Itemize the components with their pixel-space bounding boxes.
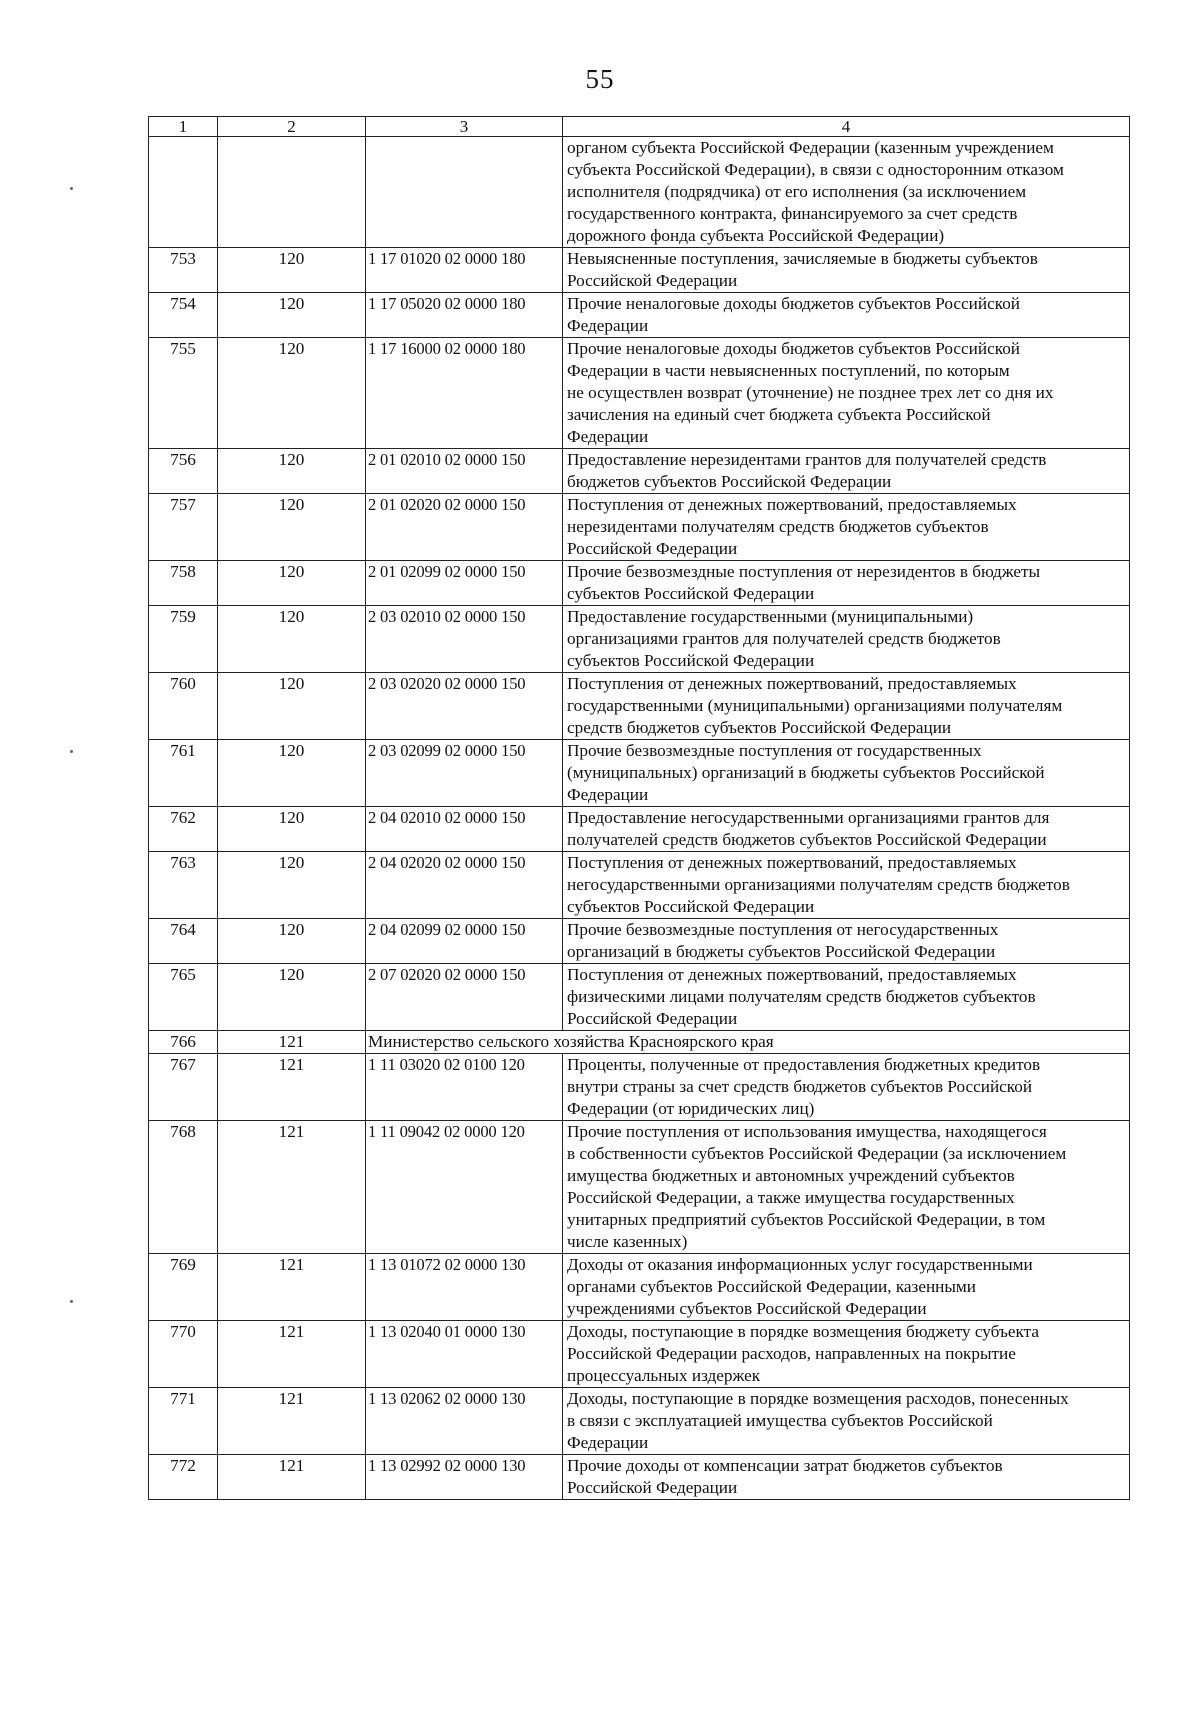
description-line: в собственности субъектов Российской Федерации (за исключением: [567, 1144, 1067, 1163]
description-cell: [563, 449, 1130, 494]
description-cell: [563, 1121, 1130, 1254]
description-cell: [563, 1388, 1130, 1455]
revenue-code-cell: 1 13 02040 01 0000 130: [366, 1321, 563, 1388]
description-cell: [563, 606, 1130, 673]
description-cell: [563, 293, 1130, 338]
description-line: Поступления от денежных пожертвований, предоставляемых: [567, 495, 1017, 514]
description-line: получателей средств бюджетов субъектов Российской Федерации: [567, 830, 1047, 849]
description-line: бюджетов субъектов Российской Федерации: [567, 472, 892, 491]
description-line: учреждениями субъектов Российской Федерации: [567, 1299, 927, 1318]
admin-code-cell: 120: [218, 606, 366, 673]
table-row: [149, 964, 1130, 1031]
revenue-code-cell: 1 11 09042 02 0000 120: [366, 1121, 563, 1254]
admin-code-cell: 120: [218, 807, 366, 852]
ministry-name-cell: Министерство сельского хозяйства Красноярского края: [366, 1031, 1130, 1054]
description-line: Предоставление нерезидентами грантов для получателей средств: [567, 450, 1047, 469]
description-line: Прочие доходы от компенсации затрат бюджетов субъектов: [567, 1456, 1003, 1475]
table-row: [149, 1388, 1130, 1455]
admin-code-cell: 121: [218, 1054, 366, 1121]
table-row: [149, 248, 1130, 293]
table-row: [149, 561, 1130, 606]
table-row: [149, 1054, 1130, 1121]
revenue-code-cell: 2 07 02020 02 0000 150: [366, 964, 563, 1031]
description-line: дорожного фонда субъекта Российской Федерации): [567, 226, 945, 245]
admin-code-cell: 120: [218, 919, 366, 964]
description-line: организациями грантов для получателей средств бюджетов: [567, 629, 1001, 648]
description-line: Федерации: [567, 427, 649, 446]
description-cell: [563, 852, 1130, 919]
description-line: субъектов Российской Федерации: [567, 584, 815, 603]
row-number-cell: 761: [149, 740, 218, 807]
admin-code-cell: 120: [218, 494, 366, 561]
table-row: [149, 919, 1130, 964]
revenue-code-cell: 1 17 16000 02 0000 180: [366, 338, 563, 449]
description-line: Российской Федерации, а также имущества государственных: [567, 1188, 1015, 1207]
description-line: (муниципальных) организаций в бюджеты субъектов Российской: [567, 763, 1045, 782]
revenue-code-cell: 2 01 02099 02 0000 150: [366, 561, 563, 606]
description-line: органами субъектов Российской Федерации, казенными: [567, 1277, 976, 1296]
description-cell: [563, 673, 1130, 740]
row-number-cell: 753: [149, 248, 218, 293]
revenue-code-cell: 2 04 02099 02 0000 150: [366, 919, 563, 964]
description-line: Поступления от денежных пожертвований, предоставляемых: [567, 965, 1017, 984]
description-cell: [563, 807, 1130, 852]
revenue-code-cell: 2 03 02020 02 0000 150: [366, 673, 563, 740]
description-line: числе казенных): [567, 1232, 688, 1251]
description-line: Российской Федерации: [567, 271, 738, 290]
description-line: органом субъекта Российской Федерации (казенным учреждением: [567, 138, 1054, 157]
table-row: [149, 449, 1130, 494]
description-line: Российской Федерации: [567, 539, 738, 558]
row-number-cell: 765: [149, 964, 218, 1031]
description-line: процессуальных издержек: [567, 1366, 761, 1385]
column-header: 1: [149, 117, 218, 137]
row-number-cell: 760: [149, 673, 218, 740]
description-line: Федерации в части невыясненных поступлений, по которым: [567, 361, 1010, 380]
description-line: Доходы, поступающие в порядке возмещения бюджету субъекта: [567, 1322, 1039, 1341]
table-row: [149, 494, 1130, 561]
description-cell: [563, 1254, 1130, 1321]
admin-code-cell: 120: [218, 561, 366, 606]
table-row: [149, 1031, 1130, 1054]
description-line: негосударственными организациями получателям средств бюджетов: [567, 875, 1070, 894]
column-header: 4: [563, 117, 1130, 137]
row-number-cell: 764: [149, 919, 218, 964]
admin-code-cell: 120: [218, 293, 366, 338]
margin-mark: [70, 1300, 73, 1303]
description-cell: [563, 1321, 1130, 1388]
description-line: Федерации: [567, 785, 649, 804]
description-line: средств бюджетов субъектов Российской Федерации: [567, 718, 952, 737]
description-line: Прочие безвозмездные поступления от негосударственных: [567, 920, 999, 939]
page-number: 55: [585, 64, 615, 94]
row-number-cell: 771: [149, 1388, 218, 1455]
revenue-code-cell: 2 03 02099 02 0000 150: [366, 740, 563, 807]
row-number-cell: 766: [149, 1031, 218, 1054]
table-row: [149, 1455, 1130, 1500]
description-line: субъектов Российской Федерации: [567, 897, 815, 916]
table-row: [149, 807, 1130, 852]
admin-code-cell: 121: [218, 1388, 366, 1455]
description-line: Поступления от денежных пожертвований, предоставляемых: [567, 853, 1017, 872]
description-line: Прочие неналоговые доходы бюджетов субъектов Российской: [567, 339, 1020, 358]
description-line: Доходы от оказания информационных услуг государственными: [567, 1255, 1033, 1274]
table-row: [149, 1321, 1130, 1388]
row-number-cell: 762: [149, 807, 218, 852]
description-line: Прочие поступления от использования имущества, находящегося: [567, 1122, 1047, 1141]
description-cell: [563, 137, 1130, 248]
description-line: нерезидентами получателям средств бюджетов субъектов: [567, 517, 989, 536]
row-number-cell: 759: [149, 606, 218, 673]
revenue-code-cell: 2 01 02010 02 0000 150: [366, 449, 563, 494]
table-row: [149, 673, 1130, 740]
description-line: зачисления на единый счет бюджета субъекта Российской: [567, 405, 991, 424]
revenue-code-cell: 2 01 02020 02 0000 150: [366, 494, 563, 561]
admin-code-cell: 120: [218, 449, 366, 494]
description-line: унитарных предприятий субъектов Российской Федерации, в том: [567, 1210, 1046, 1229]
admin-code-cell: 120: [218, 740, 366, 807]
description-line: Прочие безвозмездные поступления от нерезидентов в бюджеты: [567, 562, 1041, 581]
row-number-cell: 755: [149, 338, 218, 449]
admin-code-cell: [218, 137, 366, 248]
description-cell: [563, 338, 1130, 449]
revenue-code-cell: 1 13 02992 02 0000 130: [366, 1455, 563, 1500]
description-cell: [563, 1054, 1130, 1121]
row-number-cell: 770: [149, 1321, 218, 1388]
description-line: внутри страны за счет средств бюджетов субъектов Российской: [567, 1077, 1033, 1096]
table-row: [149, 1121, 1130, 1254]
description-line: Российской Федерации расходов, направленных на покрытие: [567, 1344, 1016, 1363]
revenue-code-cell: 2 03 02010 02 0000 150: [366, 606, 563, 673]
admin-code-cell: 120: [218, 248, 366, 293]
row-number-cell: 754: [149, 293, 218, 338]
table-row-continuation: [149, 137, 1130, 248]
row-number-cell: 767: [149, 1054, 218, 1121]
description-line: государственными (муниципальными) организациями получателям: [567, 696, 1063, 715]
description-line: Российской Федерации: [567, 1009, 738, 1028]
description-line: государственного контракта, финансируемого за счет средств: [567, 204, 1018, 223]
revenue-code-cell: [366, 137, 563, 248]
table-header-row: [149, 117, 1130, 137]
table-row: [149, 338, 1130, 449]
column-header: 2: [218, 117, 366, 137]
description-cell: [563, 964, 1130, 1031]
description-cell: [563, 1455, 1130, 1500]
revenue-code-cell: 2 04 02020 02 0000 150: [366, 852, 563, 919]
admin-code-cell: 120: [218, 673, 366, 740]
description-line: Федерации: [567, 316, 649, 335]
description-line: Предоставление государственными (муниципальными): [567, 607, 974, 626]
admin-code-cell: 120: [218, 852, 366, 919]
description-line: Федерации: [567, 1433, 649, 1452]
revenue-code-cell: 1 17 05020 02 0000 180: [366, 293, 563, 338]
table-row: [149, 606, 1130, 673]
description-cell: [563, 248, 1130, 293]
admin-code-cell: 121: [218, 1031, 366, 1054]
admin-code-cell: 120: [218, 338, 366, 449]
revenue-code-cell: 1 13 02062 02 0000 130: [366, 1388, 563, 1455]
table-row: [149, 293, 1130, 338]
description-line: Прочие безвозмездные поступления от государственных: [567, 741, 982, 760]
admin-code-cell: 121: [218, 1121, 366, 1254]
table-row: [149, 852, 1130, 919]
revenue-code-cell: 1 13 01072 02 0000 130: [366, 1254, 563, 1321]
column-header: 3: [366, 117, 563, 137]
revenue-code-cell: 1 11 03020 02 0100 120: [366, 1054, 563, 1121]
margin-mark: [70, 750, 73, 753]
description-cell: [563, 919, 1130, 964]
description-line: Прочие неналоговые доходы бюджетов субъектов Российской: [567, 294, 1020, 313]
description-line: субъектов Российской Федерации: [567, 651, 815, 670]
row-number-cell: 756: [149, 449, 218, 494]
table-row: [149, 740, 1130, 807]
description-line: Доходы, поступающие в порядке возмещения расходов, понесенных: [567, 1389, 1069, 1408]
description-line: в связи с эксплуатацией имущества субъектов Российской: [567, 1411, 993, 1430]
admin-code-cell: 120: [218, 964, 366, 1031]
row-number-cell: 772: [149, 1455, 218, 1500]
row-number-cell: [149, 137, 218, 248]
admin-code-cell: 121: [218, 1455, 366, 1500]
description-line: физическими лицами получателям средств бюджетов субъектов: [567, 987, 1036, 1006]
description-line: имущества бюджетных и автономных учреждений субъектов: [567, 1166, 1015, 1185]
row-number-cell: 768: [149, 1121, 218, 1254]
table-row: [149, 1254, 1130, 1321]
revenue-codes-table: [148, 116, 1130, 1500]
description-line: Невыясненные поступления, зачисляемые в бюджеты субъектов: [567, 249, 1038, 268]
description-line: организаций в бюджеты субъектов Российской Федерации: [567, 942, 996, 961]
row-number-cell: 763: [149, 852, 218, 919]
description-line: Российской Федерации: [567, 1478, 738, 1497]
row-number-cell: 757: [149, 494, 218, 561]
description-line: Федерации (от юридических лиц): [567, 1099, 815, 1118]
description-cell: [563, 494, 1130, 561]
row-number-cell: 769: [149, 1254, 218, 1321]
description-line: исполнителя (подрядчика) от его исполнения (за исключением: [567, 182, 1027, 201]
margin-mark: [70, 187, 73, 190]
description-line: Поступления от денежных пожертвований, предоставляемых: [567, 674, 1017, 693]
description-line: не осуществлен возврат (уточнение) не позднее трех лет со дня их: [567, 383, 1054, 402]
description-cell: [563, 740, 1130, 807]
admin-code-cell: 121: [218, 1254, 366, 1321]
description-line: Проценты, полученные от предоставления бюджетных кредитов: [567, 1055, 1041, 1074]
revenue-code-cell: 2 04 02010 02 0000 150: [366, 807, 563, 852]
description-line: Предоставление негосударственными организациями грантов для: [567, 808, 1050, 827]
description-line: субъекта Российской Федерации), в связи с односторонним отказом: [567, 160, 1064, 179]
admin-code-cell: 121: [218, 1321, 366, 1388]
revenue-code-cell: 1 17 01020 02 0000 180: [366, 248, 563, 293]
row-number-cell: 758: [149, 561, 218, 606]
description-cell: [563, 561, 1130, 606]
